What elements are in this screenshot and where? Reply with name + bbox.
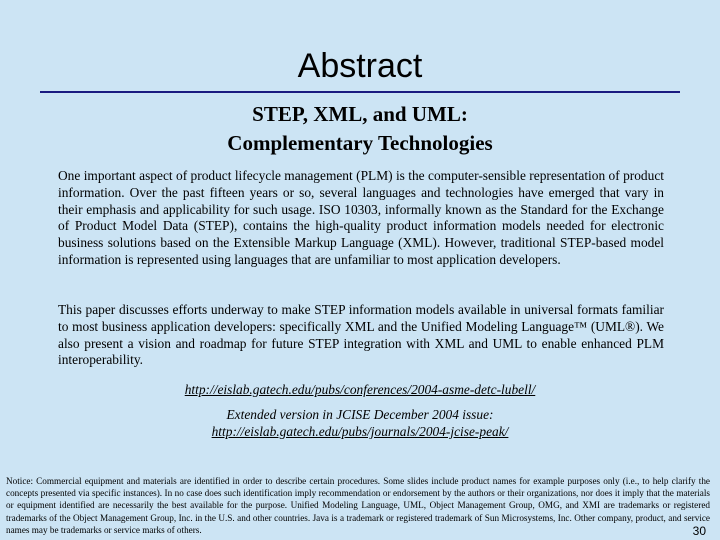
legal-notice: Notice: Commercial equipment and materials are identified in order to describe certain procedures. Some slides include product names for example purposes only (i.e., to help clarify the concepts presented via specific instances). In no case does such identification imply recommendation or endorsement by the authors or their organizations, nor does it imply that the materials or equipment identified are necessarily the best available for the purpose. Unified Modeling Language, UML, Object Management Group, OMG, and XMI are trademarks or registered trademarks of the Object Management Group, Inc. in the U.S. and other countries. Java is a trademark or registered trademark of Sun Microsystems, Inc. Other company, product, and service names may be trademarks or service marks of others. bbox=[6, 476, 710, 535]
paper-title-line2: Complementary Technologies bbox=[227, 131, 493, 155]
paper-title-line1: STEP, XML, and UML: bbox=[252, 102, 468, 126]
abstract-paragraph-2: This paper discusses efforts underway to make STEP information models available in universal formats familiar to most business application developers: specifically XML and the Unified Modeling Language™ (UML®). We also present a vision and roadmap for future STEP integration with XML and UML to enable enhanced PLM interoperability. bbox=[58, 302, 664, 368]
slide-title: Abstract bbox=[297, 47, 423, 85]
conference-paper-link[interactable]: http://eislab.gatech.edu/pubs/conferences/2004-asme-detc-lubell/ bbox=[184, 382, 536, 397]
journal-link-line bbox=[0, 424, 720, 441]
journal-paper-link[interactable]: http://eislab.gatech.edu/pubs/journals/2004-jcise-peak/ bbox=[211, 424, 509, 439]
paper-title bbox=[0, 100, 720, 158]
extended-version-label: Extended version in JCISE December 2004 issue: bbox=[226, 407, 494, 422]
title-divider bbox=[40, 91, 680, 93]
conference-link-line bbox=[0, 382, 720, 399]
page-number: 30 bbox=[692, 524, 706, 538]
abstract-paragraph-1: One important aspect of product lifecycle management (PLM) is the computer-sensible representation of product information. Over the past fifteen years or so, several languages and technologies have emerged that vary in their emphasis and applicability for such usage. ISO 10303, informally known as the Standard for the Exchange of Product Model Data (STEP), contains the high-quality product information models needed for electronic business solutions based on the Extensible Markup Language (XML). However, traditional STEP-based model information is represented using languages that are unfamiliar to most application developers. bbox=[58, 168, 664, 267]
